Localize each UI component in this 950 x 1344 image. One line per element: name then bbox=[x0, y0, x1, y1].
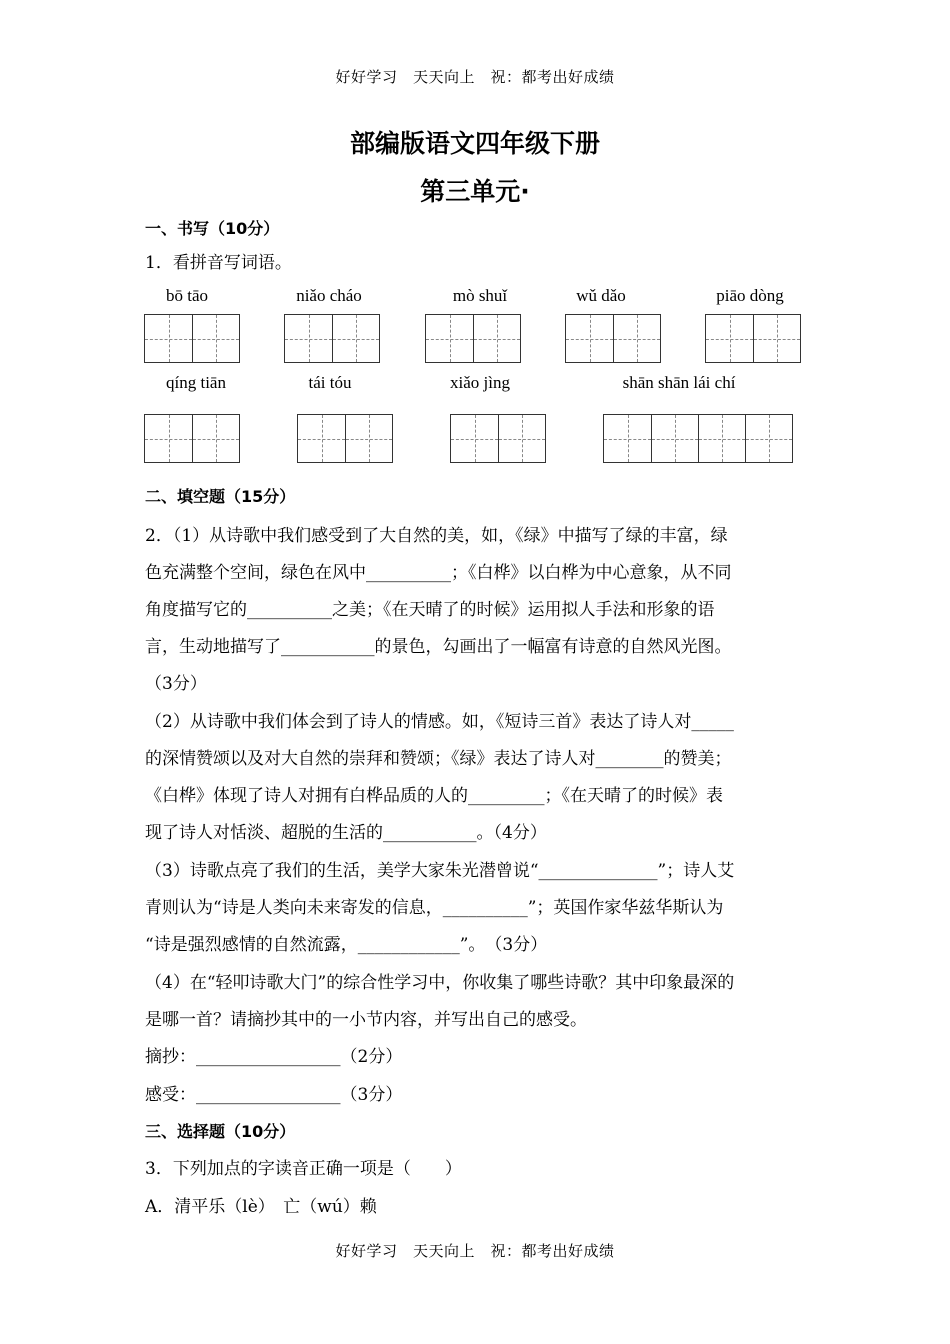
writing-grid[interactable] bbox=[144, 314, 240, 363]
writing-grid[interactable] bbox=[565, 314, 661, 363]
section-1-heading: 一、书写（10分） bbox=[145, 219, 280, 238]
writing-grid[interactable] bbox=[297, 414, 393, 463]
section-2-heading: 二、填空题（15分） bbox=[145, 487, 296, 506]
unit-title: 第三单元· bbox=[420, 177, 530, 206]
question-1: 1．看拼音写词语。 bbox=[145, 253, 292, 273]
writing-grid-4[interactable] bbox=[603, 414, 793, 463]
writing-grid[interactable] bbox=[144, 414, 240, 463]
writing-grid[interactable] bbox=[284, 314, 380, 363]
document-title: 部编版语文四年级下册 bbox=[349, 129, 600, 158]
pinyin-label: wǔ dǎo bbox=[576, 286, 626, 305]
question-2-line: （4）在“轻叩诗歌大门”的综合性学习中，你收集了哪些诗歌？其中印象最深的 bbox=[145, 973, 735, 993]
question-3-option-a: A．清平乐（lè） 亡（wú）赖 bbox=[145, 1197, 377, 1217]
pinyin-label: mò shuǐ bbox=[452, 286, 508, 305]
question-2-line: 是哪一首？请摘抄其中的一小节内容，并写出自己的感受。 bbox=[145, 1010, 587, 1030]
question-2-line: （3分） bbox=[145, 674, 207, 694]
question-2-line: 《白桦》体现了诗人对拥有白桦品质的人的_________；《在天晴了的时候》表 bbox=[145, 786, 723, 806]
question-2-line: 角度描写它的__________之美；《在天晴了的时候》运用拟人手法和形象的语 bbox=[145, 600, 715, 620]
question-2-line: 色充满整个空间，绿色在风中__________；《白桦》以白桦为中心意象，从不同 bbox=[145, 563, 732, 583]
writing-grid[interactable] bbox=[425, 314, 521, 363]
question-2-line: 的深情赞颂以及对大自然的崇拜和赞颂；《绿》表达了诗人对________的赞美； bbox=[145, 749, 732, 769]
question-2-line: 现了诗人对恬淡、超脱的生活的___________。（4分） bbox=[145, 823, 547, 843]
question-3: 3．下列加点的字读音正确一项是（ ） bbox=[145, 1159, 462, 1179]
question-2-line: “诗是强烈感情的自然流露，____________”。 （3分） bbox=[145, 935, 548, 955]
writing-grid[interactable] bbox=[705, 314, 801, 363]
writing-grid[interactable] bbox=[450, 414, 546, 463]
question-2-line: 感受：_________________（3分） bbox=[145, 1085, 403, 1105]
pinyin-label: tái tóu bbox=[308, 373, 352, 392]
question-2-line: 2．（1）从诗歌中我们感受到了大自然的美，如，《绿》中描写了绿的丰富，绿 bbox=[145, 526, 728, 546]
question-2-line: （2）从诗歌中我们体会到了诗人的情感。如，《短诗三首》表达了诗人对_____ bbox=[145, 712, 734, 732]
question-2-line: 言，生动地描写了___________的景色，勾画出了一幅富有诗意的自然风光图。 bbox=[145, 637, 732, 657]
question-2-line: 青则认为“诗是人类向未来寄发的信息，__________”；英国作家华兹华斯认为 bbox=[145, 898, 724, 918]
pinyin-label: qíng tiān bbox=[166, 373, 226, 392]
page-footer: 好好学习 天天向上 祝：都考出好成绩 bbox=[335, 1242, 615, 1260]
pinyin-label: bō tāo bbox=[165, 286, 209, 305]
pinyin-label: xiǎo jìng bbox=[450, 373, 510, 392]
pinyin-label: niǎo cháo bbox=[296, 286, 362, 305]
pinyin-label: shān shān lái chí bbox=[622, 373, 736, 392]
pinyin-label: piāo dòng bbox=[716, 286, 784, 305]
page-header: 好好学习 天天向上 祝：都考出好成绩 bbox=[335, 68, 615, 86]
question-2-line: （3）诗歌点亮了我们的生活，美学大家朱光潜曾说“______________”；诗人艾 bbox=[145, 861, 735, 881]
section-3-heading: 三、选择题（10分） bbox=[145, 1122, 296, 1141]
question-2-line: 摘抄：_________________（2分） bbox=[145, 1047, 403, 1067]
